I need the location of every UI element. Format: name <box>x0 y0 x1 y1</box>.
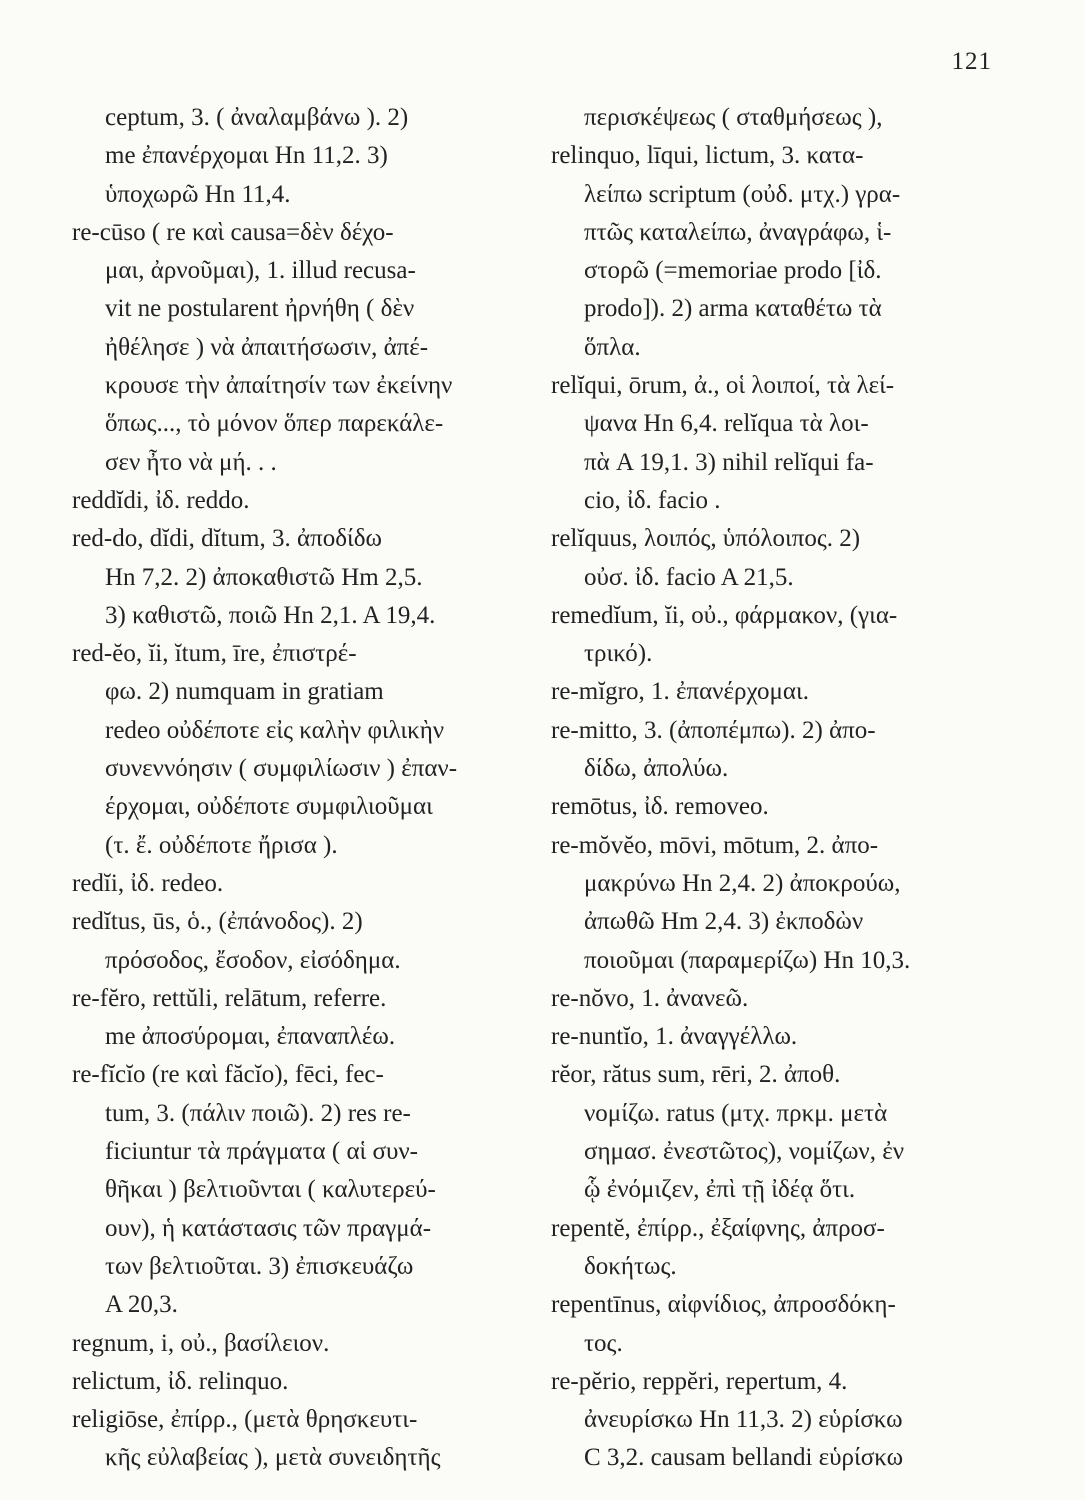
dictionary-entry-headword-line: relictum, ἰδ. relinquo. <box>72 1367 289 1395</box>
dictionary-line-continuation: ᾧ ἐνόμιζεν, ἐπὶ τῇ ἰδέᾳ ὅτι. <box>584 1176 856 1204</box>
dictionary-line-continuation: περισκέψεως ( σταθμήσεως ), <box>584 104 883 131</box>
dictionary-entry-headword-line: repentīnus, αἰφνίδιος, ἀπροσδόκη- <box>551 1291 896 1319</box>
dictionary-line-continuation: ὑποχωρῶ Hn 11,4. <box>105 180 291 208</box>
dictionary-line-continuation: συνεννόησιν ( συμφιλίωσιν ) ἐπαν- <box>105 755 458 783</box>
dictionary-entry-headword-line: re-mŏvĕo, mōvi, mōtum, 2. ἀπο- <box>551 831 879 859</box>
dictionary-entry-headword-line: redĭtus, ūs, ὁ., (ἐπάνοδος). 2) <box>72 908 363 936</box>
dictionary-entry-headword-line: relinquo, līqui, lictum, 3. κατα- <box>551 142 864 170</box>
dictionary-entry-headword-line: re-mitto, 3. (ἀποπέμπω). 2) ἀπο- <box>551 716 876 744</box>
dictionary-entry-headword-line: remōtus, ἰδ. removeo. <box>551 793 769 821</box>
dictionary-entry-headword-line: remedĭum, ĭi, οὐ., φάρμακον, (για- <box>551 601 898 629</box>
dictionary-entry-headword-line: re-mĭgro, 1. ἐπανέρχομαι. <box>551 678 809 706</box>
dictionary-entry-headword-line: repentĕ, ἐπίρρ., ἐξαίφνης, ἀπροσ- <box>551 1214 885 1242</box>
dictionary-entry-headword-line: reddĭdi, ἰδ. reddo. <box>72 486 250 514</box>
dictionary-line-continuation: στορῶ (=memoriae prodo [ἰδ. <box>584 257 882 285</box>
dictionary-line-continuation: tum, 3. (πάλιν ποιῶ). 2) res re- <box>105 1099 411 1127</box>
dictionary-entry-headword-line: rĕor, rătus sum, rēri, 2. ἀποθ. <box>551 1061 841 1089</box>
dictionary-line-continuation: prodo]). 2) arma καταθέτω τὰ <box>584 295 882 323</box>
dictionary-line-continuation: πὰ A 19,1. 3) nihil relĭqui fa- <box>584 448 874 476</box>
dictionary-entry-headword-line: re-cūso ( re καὶ causa=δὲν δέχο- <box>72 218 394 246</box>
dictionary-line-continuation: ὅπλα. <box>584 333 641 361</box>
dictionary-entry-headword-line: re-pĕrio, reppĕri, repertum, 4. <box>551 1367 848 1395</box>
dictionary-line-continuation: me ἀποσύρομαι, ἐπαναπλέω. <box>105 1023 396 1051</box>
dictionary-line-continuation: των βελτιοῦται. 3) ἐπισκευάζω <box>105 1252 414 1280</box>
dictionary-line-continuation: κρουσε τὴν ἀπαίτησίν των ἐκείνην <box>105 372 453 400</box>
dictionary-line-continuation: ἀνευρίσκω Hn 11,3. 2) εὑρίσκω <box>584 1406 903 1434</box>
dictionary-entry-headword-line: re-nuntĭo, 1. ἀναγγέλλω. <box>551 1023 798 1051</box>
dictionary-line-continuation: 3) καθιστῶ, ποιῶ Hn 2,1. A 19,4. <box>105 601 436 629</box>
dictionary-line-continuation: ουν), ἡ κατάστασις τῶν πραγμά- <box>105 1214 432 1242</box>
dictionary-entry-headword-line: re-fĕro, rettŭli, relātum, referre. <box>72 984 387 1012</box>
dictionary-line-continuation: κῆς εὐλαβείας ), μετὰ συνειδητῆς <box>105 1444 441 1472</box>
dictionary-entry-headword-line: red-ĕo, ĭi, ĭtum, īre, ἐπιστρέ- <box>72 640 357 668</box>
dictionary-line-continuation: ceptum, 3. ( ἀναλαμβάνω ). 2) <box>105 104 409 131</box>
dictionary-line-continuation: ἀπωθῶ Hm 2,4. 3) ἐκποδὼν <box>584 908 864 936</box>
dictionary-line-continuation: τρικό). <box>584 640 653 668</box>
dictionary-line-continuation: θῆκαι ) βελτιοῦνται ( καλυτερεύ- <box>105 1176 436 1204</box>
dictionary-line-continuation: μακρύνω Hn 2,4. 2) ἀποκρούω, <box>584 869 901 897</box>
dictionary-line-continuation: ποιοῦμαι (παραμερίζω) Hn 10,3. <box>584 946 911 974</box>
dictionary-line-continuation: ficiuntur τὰ πράγματα ( αἱ συν- <box>105 1138 419 1166</box>
left-column <box>72 99 517 1478</box>
right-column <box>551 99 996 1478</box>
dictionary-line-continuation: redeo οὐδέποτε εἰς καλὴν φιλικὴν <box>105 716 445 744</box>
dictionary-line-continuation: πτῶς καταλείπω, ἀναγράφω, ἱ- <box>584 218 892 246</box>
dictionary-line-continuation: μαι, ἀρνοῦμαι), 1. illud recusa- <box>105 257 416 285</box>
dictionary-line-continuation: νομίζω. ratus (μτχ. πρκμ. μετὰ <box>584 1099 888 1127</box>
page-number: 121 <box>951 48 992 75</box>
dictionary-line-continuation: φω. 2) numquam in gratiam <box>105 678 384 706</box>
dictionary-entry-headword-line: religiōse, ἐπίρρ., (μετὰ θρησκευτι- <box>72 1406 418 1434</box>
dictionary-entry-headword-line: regnum, i, οὐ., βασίλειον. <box>72 1329 330 1357</box>
dictionary-line-continuation: πρόσοδος, ἔσοδον, εἰσόδημα. <box>105 946 401 974</box>
dictionary-entry-headword-line: relĭquus, λοιπός, ὑπόλοιπος. 2) <box>551 525 861 553</box>
dictionary-line-continuation: σημασ. ἐνεστῶτος), νομίζων, ἐν <box>584 1138 905 1166</box>
dictionary-line-continuation: me ἐπανέρχομαι Hn 11,2. 3) <box>105 142 388 170</box>
dictionary-line-continuation: A 20,3. <box>105 1291 178 1319</box>
dictionary-entry-headword-line: redĭi, ἰδ. redeo. <box>72 869 224 897</box>
dictionary-line-continuation: ψανα Hn 6,4. relĭqua τὰ λοι- <box>584 410 869 438</box>
dictionary-line-continuation: cio, ἰδ. facio . <box>584 486 721 514</box>
dictionary-line-continuation: C 3,2. causam bellandi εὑρίσκω <box>584 1444 904 1472</box>
dictionary-line-continuation: δοκήτως. <box>584 1252 677 1280</box>
dictionary-line-continuation: Hn 7,2. 2) ἀποκαθιστῶ Hm 2,5. <box>105 563 423 591</box>
dictionary-entry-headword-line: re-fĭcĭo (re καὶ făcĭo), fēci, fec- <box>72 1061 384 1089</box>
dictionary-line-continuation: έρχομαι, οὐδέποτε συμφιλιοῦμαι <box>105 793 433 821</box>
dictionary-line-continuation: ὅπως..., τὸ μόνον ὅπερ παρεκάλε- <box>105 410 444 438</box>
dictionary-entry-headword-line: red-do, dĭdi, dĭtum, 3. ἀποδίδω <box>72 525 382 553</box>
dictionary-line-continuation: ἠθέλησε ) νὰ ἀπαιτήσωσιν, ἀπέ- <box>105 333 429 361</box>
dictionary-line-continuation: vit ne postularent ἠρνήθη ( δὲν <box>105 295 415 323</box>
dictionary-line-continuation: (τ. ἔ. οὐδέποτε ἤρισα ). <box>105 831 338 859</box>
dictionary-line-continuation: λείπω scriptum (οὐδ. μτχ.) γρα- <box>584 180 901 208</box>
dictionary-line-continuation: δίδω, ἀπολύω. <box>584 755 729 783</box>
dictionary-entry-headword-line: re-nŏvo, 1. ἀνανεῶ. <box>551 984 749 1012</box>
dictionary-entry-headword-line: relĭqui, ōrum, ἀ., οἱ λοιποί, τὰ λεί- <box>551 372 895 400</box>
dictionary-line-continuation: σεν ἦτο νὰ μή. . . <box>105 448 277 476</box>
dictionary-line-continuation: οὐσ. ἰδ. facio A 21,5. <box>584 563 794 591</box>
dictionary-line-continuation: τος. <box>584 1329 623 1357</box>
